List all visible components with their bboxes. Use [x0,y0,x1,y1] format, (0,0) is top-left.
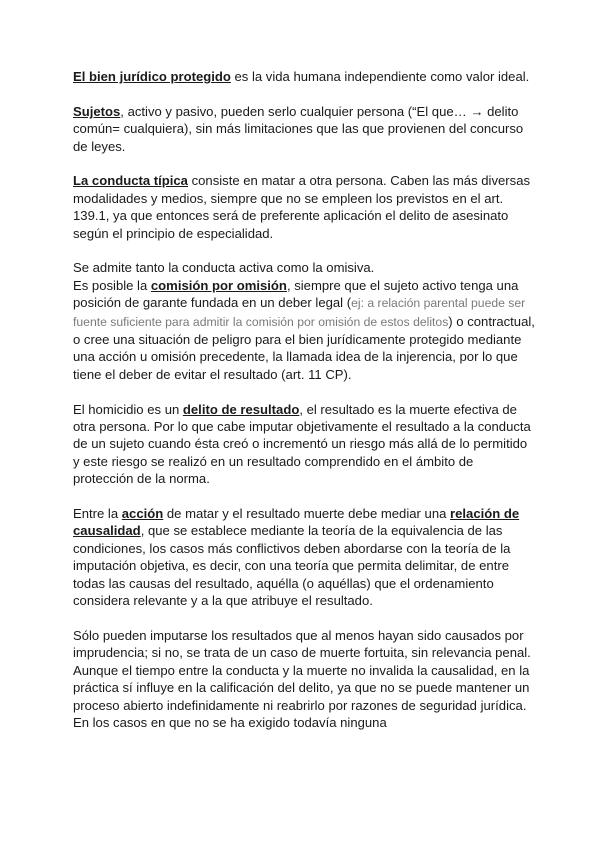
inline-note: ej: a relación parental puede ser fuente suficiente para admitir la comisión por omisión de estos delitos [73,296,526,329]
paragraph-text: consiste en matar a otra persona. Caben las más diversas modalidades y medios, siempre que no se empleen los previstos en el art. 139.1, ya que entonces será de preferente aplicación el delito de asesinato según el principio de especialidad. [73,173,531,241]
paragraph-text: Sólo pueden imputarse los resultados que al menos hayan sido causados por imprudencia; si no, se trata de un caso de muerte fortuita, sin relevancia penal. Aunque el tiempo entre la conducta y la muerte no invalida la causalidad, en la práctica sí influye en la calificación del delito, ya que no se puede mantener un proceso abierto indefinidamente ni reabrirlo por razones de seguridad jurídica. En los casos en que no se ha exigido todavía ninguna [73,627,531,730]
paragraph-text: , activo y pasivo, pueden serlo cualquier persona (“El que… → delito común= cualquiera), sin más limitaciones que las que provienen del concurso de leyes. [73,103,524,154]
paragraph-text: , que se establece mediante la teoría de la equivalencia de las condiciones, los casos más conflictivos deben abordarse con la teoría de la imputación objetiva, es decir, con una teoría que permita delimitar, de entre todas las causas del resultado, aquélla (o aquéllas) que el ordenamiento considera relevante y a la que atribuye el resultado. [73,523,511,609]
paragraph-imprudencia [73,627,535,731]
paragraph-text: es la vida humana independiente como valor ideal. [230,69,530,84]
keyword-sujetos: Sujetos [73,103,121,119]
paragraph-comision-por-omision [73,277,535,383]
paragraph-text: ) o contractual, o cree una situación de peligro para el bien jurídicamente protegido mediante una acción u omisión precedente, la llamada idea de la injerencia, por lo que tiene el deber de evitar el resultado (art. 11 CP). [73,313,535,382]
keyword-conducta-tipica: La conducta típica [73,173,188,189]
keyword-comision-por-omision: comisión por omisión [150,277,287,293]
paragraph-text: , siempre que el sujeto activo tenga una posición de garante fundada en un deber legal ( [73,277,519,311]
document-page [73,68,535,731]
paragraph-text: de matar y el resultado muerte debe mediar una [163,506,451,522]
paragraph-text: Entre la [73,506,122,522]
paragraph-conducta-tipica [73,172,535,242]
keyword-bien-juridico: El bien jurídico protegido [73,69,231,84]
paragraph-text: El homicidio es un [73,401,183,417]
keyword-relacion-causalidad: relación de causalidad [73,506,520,539]
paragraph-bien-juridico [73,68,535,85]
paragraph-conducta-activa-omisiva [73,259,535,276]
paragraph-text: , el resultado es la muerte efectiva de otra persona. Por lo que cabe imputar objetivamente el resultado a la conducta de un sujeto cuando ésta creó o incrementó un riesgo más allá de lo permitido y este riesgo se realizó en un resultado comprendido en el ámbito de protección de la norma. [73,401,531,487]
keyword-accion: acción [121,506,164,522]
paragraph-text: Se admite tanto la conducta activa como la omisiva. [73,260,375,276]
paragraph-sujetos [73,103,535,155]
keyword-delito-resultado: delito de resultado [182,401,300,417]
paragraph-delito-resultado [73,401,535,488]
paragraph-causalidad [73,505,535,609]
paragraph-text: Es posible la [73,277,151,293]
